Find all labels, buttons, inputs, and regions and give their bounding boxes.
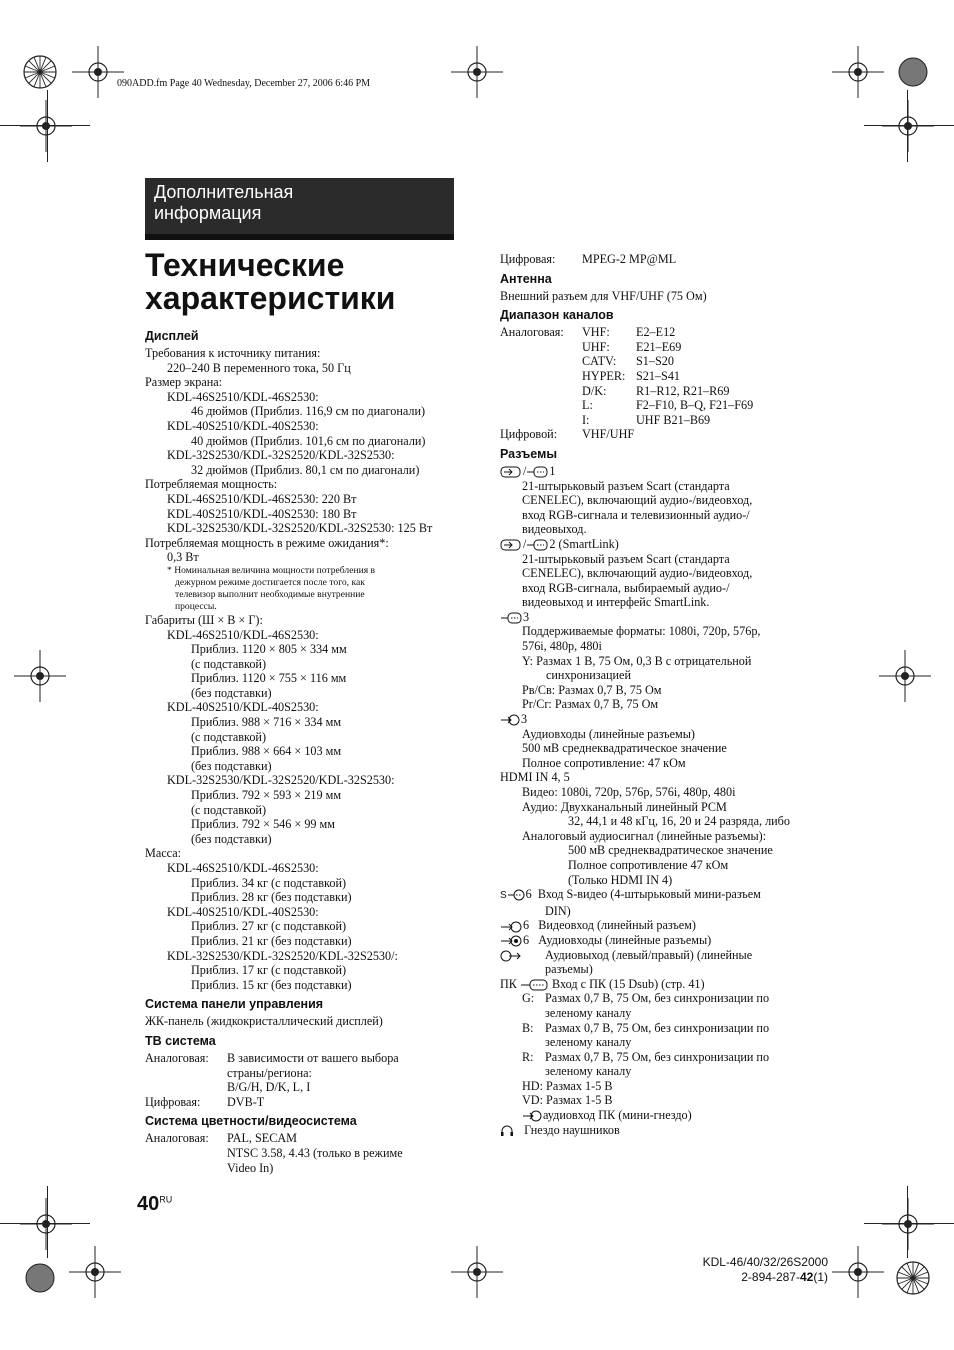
spec-line: ЖК-панель (жидкокристаллический дисплей) <box>145 1014 383 1029</box>
row-key: G: <box>522 991 535 1006</box>
page-language: RU <box>159 1194 173 1205</box>
spec-line: зеленому каналу <box>545 1005 632 1020</box>
crosshair-registration-mark <box>880 1196 936 1252</box>
spec-line: KDL-40S2510/KDL-40S2530: <box>167 700 319 715</box>
spec-line: KDL-32S2530/KDL-32S2520/KDL-32S2530: 125 Вт <box>167 521 433 536</box>
row-value: MPEG-2 MP@ML <box>582 252 677 266</box>
spec-line: Приблиз. 1120 × 755 × 116 мм <box>191 671 347 686</box>
model-line: KDL-46/40/32/26S2000 <box>702 1255 828 1269</box>
pc-signal-row <box>500 1021 830 1036</box>
trim-line <box>0 125 90 126</box>
headphones-icon <box>500 1125 514 1137</box>
band-label: D/K: <box>582 383 607 398</box>
s-video-connector-row <box>500 887 830 904</box>
spec-line: VD: Размах 1-5 В <box>522 1093 613 1108</box>
spec-line: 576i, 480p, 480i <box>522 639 602 654</box>
spec-line: CENELEC), включающий аудио-/видеовход, <box>522 493 753 508</box>
connector-desc: Гнездо наушников <box>524 1122 620 1137</box>
trim-line <box>0 1223 90 1224</box>
row-value: В зависимости от вашего выбора <box>227 1050 399 1065</box>
band-range: E21–E69 <box>636 339 682 354</box>
connector-number: 3 <box>521 712 528 727</box>
channel-range-heading: Диапазон каналов <box>500 308 614 323</box>
row-value: Размах 0,7 В, 75 Ом, без синхронизации по <box>545 991 770 1006</box>
spec-line: Поддерживаемые форматы: 1080i, 720p, 576p, <box>522 624 761 639</box>
channel-row <box>500 325 830 340</box>
standby-footnote <box>145 565 465 613</box>
pc-input-icon <box>520 979 548 991</box>
spec-line: Приблиз. 988 × 716 × 334 мм <box>191 715 342 730</box>
video-in-connector-row <box>500 918 830 933</box>
band-label: CATV: <box>582 354 617 369</box>
spec-line: 500 мВ среднеквадратическое значение <box>522 741 727 756</box>
crosshair-registration-mark <box>67 1244 123 1300</box>
spec-line: 40 дюймов (Приблиз. 101,6 см по диагонали) <box>191 433 426 448</box>
trim-line <box>907 1186 908 1258</box>
hdmi-connector-label: HDMI IN 4, 5 <box>500 770 570 785</box>
spec-line: (без подставки) <box>191 758 272 773</box>
tv-system-heading: ТВ система <box>145 1033 216 1048</box>
spec-line: KDL-40S2510/KDL-40S2530: 180 Вт <box>167 506 357 521</box>
spec-line: вход RGB-сигнала и телевизионный аудио-/ <box>522 507 750 522</box>
section-tab-line: Дополнительная <box>154 182 294 202</box>
crosshair-registration-mark <box>70 44 126 100</box>
row-key: Аналоговая: <box>145 1050 209 1065</box>
spec-line: KDL-46S2510/KDL-46S2530: 220 Вт <box>167 491 357 506</box>
spec-line: KDL-46S2510/KDL-46S2530: <box>167 389 319 404</box>
spec-line: Требования к источнику питания: <box>145 346 321 360</box>
channel-row <box>500 369 830 384</box>
crosshair-registration-mark <box>830 44 886 100</box>
connector-number: 2 (SmartLink) <box>549 536 619 551</box>
connector-desc: Вход S-видео (4-штырьковый мини-разъем <box>537 887 761 902</box>
spec-line: KDL-40S2510/KDL-40S2530: <box>167 418 319 433</box>
connector-number: 6 <box>525 887 532 902</box>
spec-line: (без подставки) <box>191 831 272 846</box>
spec-line: видеовыход и интерфейс SmartLink. <box>522 595 710 610</box>
band-range: S1–S20 <box>636 354 674 369</box>
spec-line: Приблиз. 1120 × 805 × 334 мм <box>191 642 347 657</box>
row-value: Размах 0,7 В, 75 Ом, без синхронизации по <box>545 1020 770 1035</box>
trim-line <box>47 1186 48 1258</box>
spec-line: Аналоговый аудиосигнал (линейные разъемы): <box>522 828 767 843</box>
connector-number: 6 <box>523 932 530 947</box>
band-label: I: <box>582 412 590 427</box>
audio-input-icon <box>500 935 522 947</box>
audio-input-icon <box>522 1110 542 1122</box>
spec-line: KDL-46S2510/KDL-46S2530: <box>167 627 319 642</box>
spec-line: Pв/Cв: Размах 0,7 В, 75 Ом <box>522 682 662 697</box>
s-video-input-icon <box>507 889 525 901</box>
spec-line: Размер экрана: <box>145 375 223 390</box>
spec-line: Габариты (Ш × В × Г): <box>145 612 263 627</box>
connector-number: 1 <box>549 463 556 478</box>
spec-line: 21-штырьковый разъем Scart (стандарта <box>522 551 730 566</box>
part-number-suffix: (1) <box>813 1270 828 1284</box>
crosshair-registration-mark <box>880 98 936 154</box>
model-code <box>690 1255 828 1285</box>
connector-desc: Видеовход (линейный разъем) <box>538 918 696 933</box>
channel-row <box>500 384 830 399</box>
row-value: VHF/UHF <box>582 427 635 442</box>
spec-line: KDL-32S2530/KDL-32S2520/KDL-32S2530: <box>167 773 395 788</box>
crosshair-registration-mark <box>18 1196 74 1252</box>
audio-input-icon <box>500 714 520 726</box>
spec-line: KDL-32S2530/KDL-32S2520/KDL-32S2530: <box>167 448 395 463</box>
crosshair-registration-mark <box>12 648 68 704</box>
spec-line: 46 дюймов (Приблиз. 116,9 см по диагонали) <box>191 404 426 419</box>
scart-output-icon <box>526 539 548 551</box>
spec-line: видеовыход. <box>522 522 587 537</box>
spec-line: синхронизацией <box>546 668 631 683</box>
band-label: HYPER: <box>582 368 626 383</box>
trim-line <box>47 90 48 162</box>
spec-line: страны/региона: <box>227 1065 312 1080</box>
component-connector-label <box>500 610 830 625</box>
connector-desc: Аудиовходы (линейные разъемы) <box>538 932 712 947</box>
connector-desc: аудиовход ПК (мини-гнездо) <box>543 1108 692 1123</box>
spec-line: разъемы) <box>545 962 593 977</box>
footnote-line: процессы. <box>175 600 217 612</box>
display-heading: Дисплей <box>145 329 199 343</box>
panel-system-heading: Система панели управления <box>145 997 324 1012</box>
file-header-meta: 090ADD.fm Page 40 Wednesday, December 27, 2006 6:46 PM <box>117 78 371 89</box>
footnote-line: телевизор выполнит необходимые внутренние <box>175 588 365 600</box>
spec-line: Y: Размах 1 В, 75 Ом, 0,3 В с отрицательной <box>522 653 752 668</box>
page-title <box>145 249 395 315</box>
footnote-line: * Номинальная величина мощности потребления в <box>167 564 376 576</box>
crosshair-registration-mark <box>830 1244 886 1300</box>
page-number-value: 40 <box>137 1193 160 1215</box>
scart-connector-label: / 2 (SmartLink) <box>500 537 830 552</box>
spec-line: NTSC 3.58, 4.43 (только в режиме <box>227 1145 403 1160</box>
band-range: UHF B21–B69 <box>636 412 711 427</box>
spec-line: CENELEC), включающий аудио-/видеовход, <box>522 566 753 581</box>
starburst-registration-mark <box>885 1250 941 1306</box>
pc-signal-row <box>500 991 830 1006</box>
spec-line: Приблиз. 988 × 664 × 103 мм <box>191 744 342 759</box>
pc-signal-row <box>500 1050 830 1065</box>
pc-label: ПК <box>500 976 517 991</box>
row-value: DVB-T <box>227 1094 265 1109</box>
band-range: S21–S41 <box>636 368 681 383</box>
spec-line: Приблиз. 792 × 593 × 219 мм <box>191 788 342 803</box>
crosshair-registration-mark <box>449 44 505 100</box>
spec-line: Приблиз. 15 кг (без подставки) <box>191 977 352 992</box>
page-number <box>137 1193 172 1216</box>
trim-line <box>864 1223 954 1224</box>
spec-line: Масса: <box>145 846 182 861</box>
spec-line: Приблиз. 17 кг (с подставкой) <box>191 963 347 978</box>
channel-row <box>500 398 830 413</box>
audio-output-icon <box>500 950 522 962</box>
spec-line: KDL-32S2530/KDL-32S2520/KDL-32S2530/: <box>167 948 398 963</box>
spec-line: KDL-46S2510/KDL-46S2530: <box>167 861 319 875</box>
spec-line: 500 мВ среднеквадратическое значение <box>568 843 773 858</box>
band-range: E2–E12 <box>636 325 676 340</box>
audio-in-connector-label <box>500 712 830 727</box>
connector-desc: Вход с ПК (15 Dsub) (стр. 41) <box>552 976 705 991</box>
band-range: F2–F10, B–Q, F21–F69 <box>636 398 754 413</box>
spec-line: Внешний разъем для VHF/UHF (75 Ом) <box>500 288 707 303</box>
row-key: Цифровой: <box>500 427 558 442</box>
channel-row <box>500 413 830 428</box>
row-value: Размах 0,7 В, 75 Ом, без синхронизации по <box>545 1049 770 1064</box>
spec-line: (с подставкой) <box>191 729 267 744</box>
channel-digital-row <box>500 427 830 442</box>
channel-row <box>500 354 830 369</box>
spec-line: HD: Размах 1-5 В <box>522 1078 613 1093</box>
spec-line: зеленому каналу <box>545 1035 632 1050</box>
color-system-heading: Система цветности/видеосистема <box>145 1114 357 1129</box>
spec-line: Приблиз. 28 кг (без подставки) <box>191 890 352 905</box>
headphones-row <box>500 1123 830 1138</box>
spec-line: вход RGB-сигнала, выбираемый аудио-/ <box>522 580 730 595</box>
row-key: Аналоговая: <box>145 1131 209 1146</box>
crosshair-registration-mark <box>877 648 933 704</box>
spec-line: Приблиз. 21 кг (без подставки) <box>191 933 352 948</box>
band-label: UHF: <box>582 339 610 354</box>
audio-in-connector-row <box>500 933 830 948</box>
crosshair-registration-mark <box>18 98 74 154</box>
scart-input-icon <box>500 466 522 478</box>
video-input-icon <box>500 921 522 933</box>
scart-output-icon <box>526 466 548 478</box>
spec-line: 0,3 Вт <box>167 550 199 565</box>
spec-line: Pr/Cr: Размах 0,7 В, 75 Ом <box>522 697 659 712</box>
spec-line: Приблиз. 792 × 546 × 99 мм <box>191 817 335 832</box>
part-number-bold: 42 <box>799 1270 814 1284</box>
page-title-line: характеристики <box>145 280 396 316</box>
spec-line: Video In) <box>227 1160 274 1175</box>
spec-line: (Только HDMI IN 4) <box>568 872 673 887</box>
pc-audio-row <box>500 1108 830 1123</box>
spec-line: 21-штырьковый разъем Scart (стандарта <box>522 478 730 493</box>
section-rule <box>145 234 454 240</box>
page-title-line: Технические <box>145 247 345 283</box>
pc-connector-row <box>500 977 830 992</box>
spec-line: зеленому каналу <box>545 1064 632 1079</box>
part-number <box>690 1270 828 1285</box>
connector-number: 3 <box>523 609 530 624</box>
band-range: R1–R12, R21–R69 <box>636 383 730 398</box>
tv-digital-row <box>145 1095 465 1110</box>
s-video-prefix: S <box>500 890 507 902</box>
trim-line <box>907 90 908 162</box>
spec-line: 32, 44,1 и 48 кГц, 16, 20 и 24 разряда, либо <box>568 814 790 829</box>
row-key: R: <box>522 1049 534 1064</box>
left-column <box>145 324 465 1175</box>
section-tab <box>145 178 454 234</box>
tv-analog-row <box>145 1051 465 1066</box>
spec-line: (с подставкой) <box>191 656 267 671</box>
spec-line: Видео: 1080i, 720p, 576p, 576i, 480p, 480i <box>522 785 736 799</box>
starburst-registration-mark <box>12 44 68 100</box>
spec-line: Потребляемая мощность: <box>145 477 278 492</box>
band-label: VHF: <box>582 325 610 340</box>
connector-desc: Аудиовыход (левый/правый) (линейные <box>545 947 753 962</box>
spec-line: Приблиз. 34 кг (с подставкой) <box>191 875 347 890</box>
spec-line: Полное сопротивление 47 кОм <box>568 857 729 872</box>
row-key: B: <box>522 1020 534 1035</box>
crosshair-registration-mark <box>449 1244 505 1300</box>
spec-line: Аудио: Двухканальный линейный PCM <box>522 799 727 814</box>
channel-row <box>500 340 830 355</box>
band-label: L: <box>582 398 593 413</box>
spec-line: 220–240 В переменного тока, 50 Гц <box>167 360 351 375</box>
scart-connector-label: / 1 <box>500 464 830 479</box>
spec-line: Потребляемая мощность в режиме ожидания*: <box>145 535 389 550</box>
antenna-heading: Антенна <box>500 271 552 286</box>
spec-line: (без подставки) <box>191 685 272 700</box>
connector-number: 6 <box>523 918 530 933</box>
audio-out-connector-row <box>500 948 830 963</box>
row-key: Аналоговая: <box>500 325 564 340</box>
row-value: PAL, SECAM <box>227 1131 297 1146</box>
row-key: Цифровая: <box>145 1094 201 1109</box>
component-input-icon <box>500 612 522 624</box>
gray-registration-circle <box>12 1250 68 1306</box>
spec-line: Полное сопротивление: 47 кОм <box>522 755 686 770</box>
spec-line: DIN) <box>545 903 571 918</box>
row-key: Цифровая: <box>500 252 556 266</box>
spec-line: 32 дюймов (Приблиз. 80,1 см по диагонали) <box>191 462 420 477</box>
spec-line: B/G/H, D/K, L, I <box>227 1080 311 1095</box>
spec-line: (с подставкой) <box>191 802 267 817</box>
right-column <box>500 252 830 1137</box>
connectors-heading: Разъемы <box>500 446 558 461</box>
color-analog-row <box>145 1131 465 1146</box>
spec-line: KDL-40S2510/KDL-40S2530: <box>167 904 319 919</box>
trim-line <box>864 125 954 126</box>
part-number-prefix: 2-894-287- <box>741 1270 800 1284</box>
scart-input-icon <box>500 539 522 551</box>
gray-registration-circle <box>885 44 941 100</box>
color-digital-row <box>500 252 830 267</box>
spec-line: Аудиовходы (линейные разъемы) <box>522 726 695 741</box>
section-tab-line: информация <box>154 203 262 223</box>
footnote-line: дежурном режиме достигается после того, как <box>175 576 365 588</box>
spec-line: Приблиз. 27 кг (с подставкой) <box>191 919 347 934</box>
